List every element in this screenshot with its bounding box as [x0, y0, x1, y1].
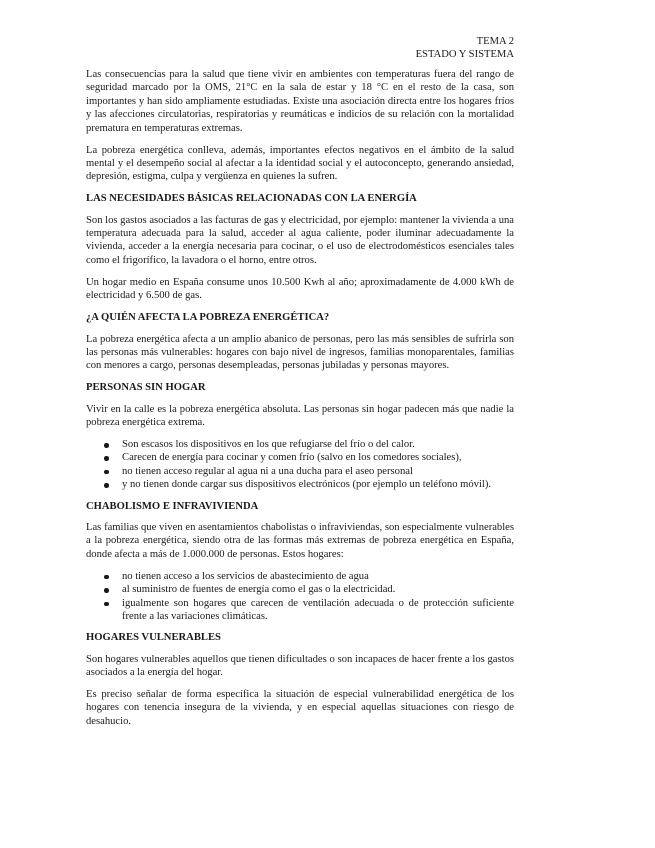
necesidades-heading: LAS NECESIDADES BÁSICAS RELACIONADAS CON LA ENERGÍA [86, 193, 417, 205]
quien-paragraph: La pobreza energética afecta a un amplio abanico de personas, pero las más sensibles de sufrirla son las personas más vulnerables: hogares con bajo nivel de ingresos, familias monoparentales, familias con menores a cargo, personas desempleadas, personas jubiladas y personas mayores. [86, 333, 514, 372]
intro-paragraph-2: La pobreza energética conlleva, además, importantes efectos negativos en el ámbito de la salud mental y el desempeño social al afectar a la identidad social y el autoconcepto, generando ansiedad, depresión, estigma, culpa y vergüenza en quienes la sufren. [86, 144, 514, 183]
chabolismo-heading: CHABOLISMO E INFRAVIVIENDA [86, 500, 259, 512]
sin-hogar-heading: PERSONAS SIN HOGAR [86, 382, 206, 394]
document-page [86, 36, 514, 737]
list-item: Son escasos los dispositivos en los que refugiarse del frío o del calor. [86, 438, 514, 451]
chabolismo-list [86, 570, 514, 624]
necesidades-paragraph-1: Son los gastos asociados a las facturas de gas y electricidad, por ejemplo: mantener la vivienda a una temperatura adecuada para la salud, acceder al agua caliente, poder iluminar adecuadamente la vivienda, acceder a la energía necesaria para cocinar, o el uso de electrodomésticos esenciales tales como el frigorífico, la lavadora o el horno, entre otros. [86, 214, 514, 266]
header-topic: TEMA 2 [476, 36, 514, 47]
vulnerables-paragraph-2: Es preciso señalar de forma específica la situación de especial vulnerabilidad energética de los hogares con tenencia insegura de la vivienda, y en especial aquellas situaciones con riesgo de desahucio. [86, 689, 514, 727]
intro-paragraph-1: Las consecuencias para la salud que tiene vivir en ambientes con temperaturas fuera del rango de seguridad marcado por la OMS, 21°C en la sala de estar y 18 °C en el resto de la casa, son importantes y han sido ampliamente estudiadas. Existe una asociación directa entre los hogares fríos y las afecciones circulatorias, respiratorias y reumáticas e indicios de su relación con la mortalidad prematura en temperaturas extremas. [86, 69, 514, 134]
list-item: no tienen acceso regular al agua ni a una ducha para el aseo personal [86, 465, 514, 478]
list-item: no tienen acceso a los servicios de abastecimiento de agua [86, 570, 514, 583]
page-header [86, 36, 514, 61]
header-subtitle: ESTADO Y SISTEMA [415, 48, 514, 60]
vulnerables-heading: HOGARES VULNERABLES [86, 632, 221, 644]
sin-hogar-paragraph: Vivir en la calle es la pobreza energética absoluta. Las personas sin hogar padecen más que nadie la pobreza energética extrema. [86, 403, 514, 429]
quien-heading: ¿A QUIÉN AFECTA LA POBREZA ENERGÉTICA? [86, 312, 330, 324]
necesidades-paragraph-2: Un hogar medio en España consume unos 10.500 Kwh al año; aproximadamente de 4.000 kWh de electricidad y 6.500 de gas. [86, 276, 514, 302]
vulnerables-paragraph-1: Son hogares vulnerables aquellos que tienen dificultades o son incapaces de hacer frente a los gastos asociados a la energía del hogar. [86, 653, 514, 679]
list-item: Carecen de energía para cocinar y comen frío (salvo en los comedores sociales), [86, 451, 514, 464]
list-item: al suministro de fuentes de energía como el gas o la electricidad. [86, 583, 514, 596]
list-item: igualmente son hogares que carecen de ventilación adecuada o de protección suficiente frente a las variaciones climáticas. [86, 597, 514, 624]
list-item: y no tienen donde cargar sus dispositivos electrónicos (por ejemplo un teléfono móvil). [86, 478, 514, 491]
sin-hogar-list [86, 438, 514, 492]
chabolismo-paragraph: Las familias que viven en asentamientos chabolistas o infraviviendas, son especialmente vulnerables a la pobreza energética, siendo otra de las formas más extremas de pobreza energética en España, donde afecta a más de 1.000.000 de personas. Estos hogares: [86, 521, 514, 560]
